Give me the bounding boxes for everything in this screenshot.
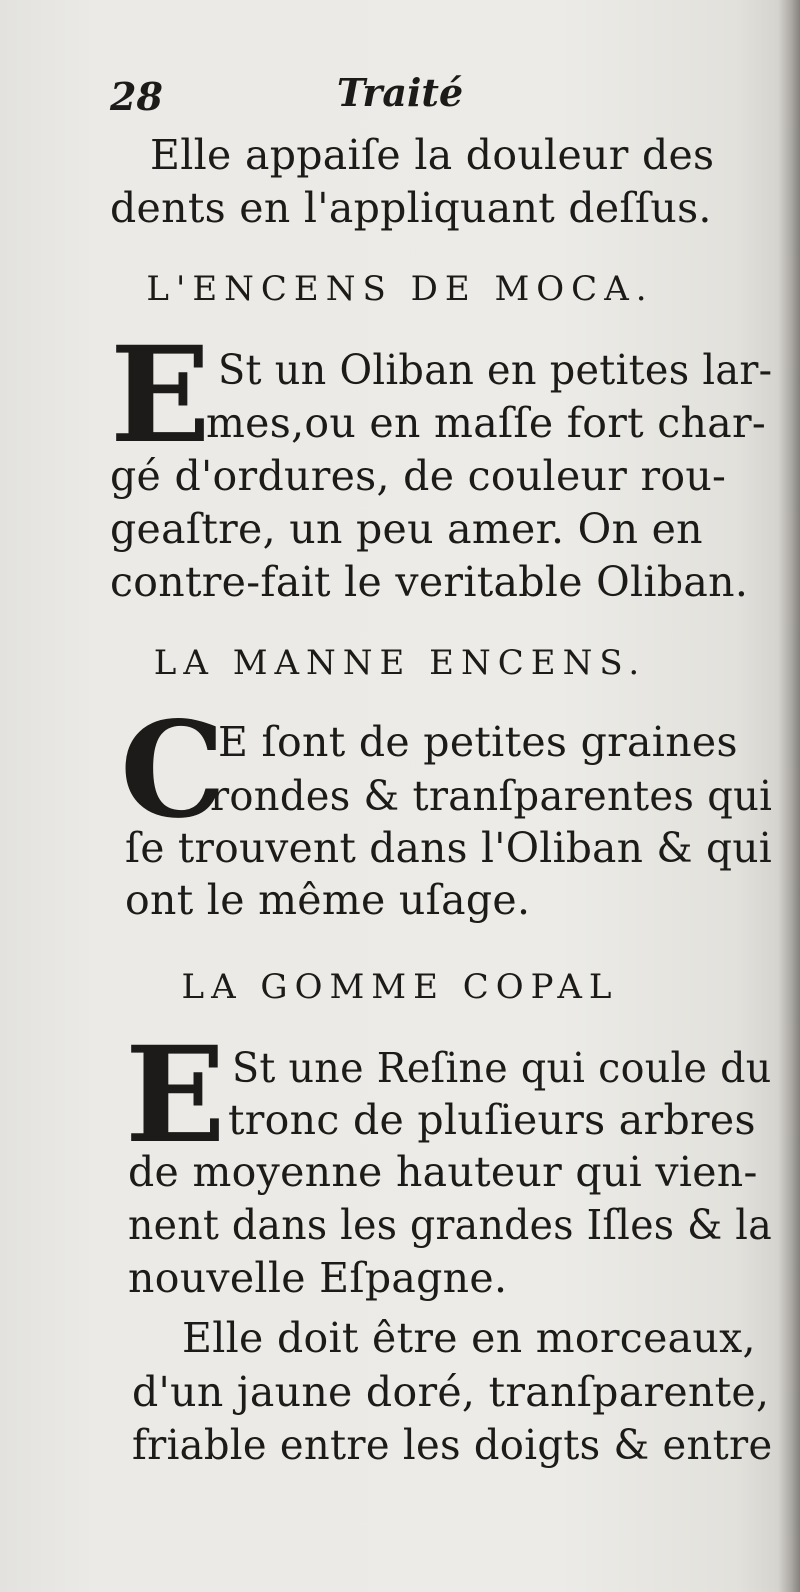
text-line: friable entre les doigts & entre — [132, 1421, 773, 1469]
text-line: contre-fait le veritable Oliban. — [110, 558, 749, 606]
section-heading: L'ENCENS DE MOCA. — [146, 269, 654, 309]
text-line: tronc de pluſieurs arbres — [228, 1096, 756, 1144]
text-line: ont le même uſage. — [125, 876, 531, 924]
text-line: St une Reſine qui coule du — [232, 1044, 772, 1092]
text-line: gé d'ordures, de couleur rou- — [110, 452, 727, 500]
section-heading: LA GOMME COPAL — [181, 967, 619, 1007]
text-line: Elle appaiſe la douleur des — [150, 131, 715, 179]
drop-cap: E — [125, 1018, 226, 1173]
text-line: dents en l'appliquant deſſus. — [110, 184, 712, 232]
text-line: E ſont de petites graines — [218, 718, 738, 766]
text-line: nent dans les grandes Iſles & la — [128, 1201, 772, 1249]
text-line: nouvelle Eſpagne. — [128, 1254, 508, 1302]
text-line: mes,ou en maſſe fort char- — [206, 399, 767, 447]
running-title: Traité — [336, 70, 464, 115]
text-line: de moyenne hauteur qui vien- — [128, 1148, 758, 1196]
text-line: ſe trouvent dans l'Oliban & qui — [125, 824, 773, 872]
text-line: rondes & tranſparentes qui — [210, 772, 773, 820]
page-gutter-shadow — [778, 0, 800, 1592]
drop-cap: E — [110, 318, 211, 473]
text-line: St un Oliban en petites lar- — [218, 346, 773, 394]
text-line: Elle doit être en morceaux, — [182, 1314, 756, 1362]
text-line: geaſtre, un peu amer. On en — [110, 505, 703, 553]
page-number: 28 — [110, 74, 163, 119]
section-heading: LA MANNE ENCENS. — [153, 643, 647, 683]
text-line: d'un jaune doré, tranſparente, — [132, 1368, 770, 1416]
drop-cap: C — [120, 693, 226, 848]
